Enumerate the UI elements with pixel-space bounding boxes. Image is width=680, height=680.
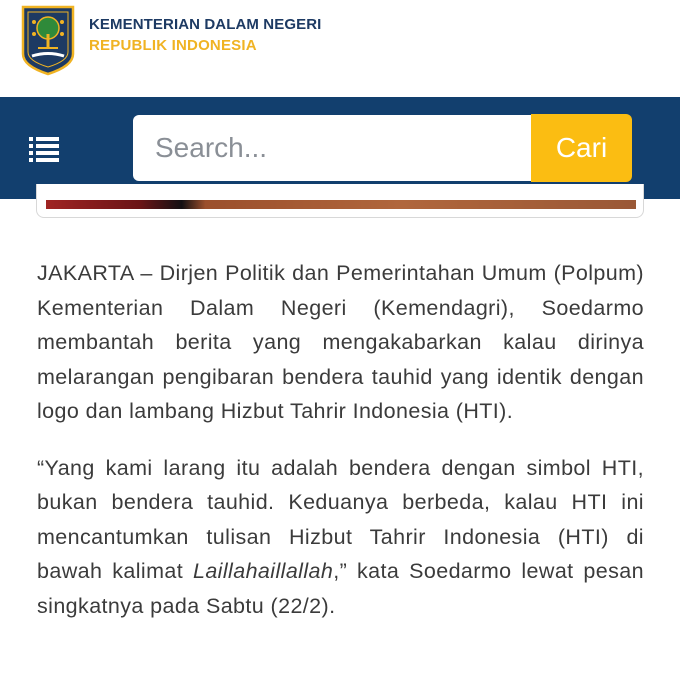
article-paragraph: JAKARTA – Dirjen Politik dan Pemerintahan Umum (Polpum) Kementerian Dalam Negeri (Kemendagri), Soedarmo membantah berita yang mengakabarkan kalau dirinya melarangan pengibaran bendera tauhid yang identik dengan logo dan lambang Hizbut Tahrir Indonesia (HTI).: [37, 261, 644, 423]
search-input[interactable]: [133, 115, 532, 181]
article-body: [37, 256, 644, 645]
article-image: [46, 200, 636, 209]
ministry-emblem-icon[interactable]: [20, 4, 76, 76]
article-paragraph: [37, 451, 644, 624]
hamburger-list-icon: [26, 134, 66, 164]
article-image-card: [36, 184, 644, 218]
article-text: ,” kata Soedarmo lewat pesan singkatnya pada Sabtu (22/2).: [37, 559, 644, 618]
country-name: REPUBLIK INDONESIA: [89, 37, 257, 54]
search-button[interactable]: Cari: [531, 114, 632, 182]
article-italic-text: Laillahaillallah: [192, 559, 334, 583]
site-header: [0, 0, 680, 97]
ministry-name: KEMENTERIAN DALAM NEGERI: [89, 16, 322, 33]
article-text: “Yang kami larang itu adalah bendera dengan simbol HTI, bukan bendera tauhid. Keduanya berbeda, kalau HTI ini mencantumkan tulisan Hizbut Tahrir Indonesia (HTI) di bawah kalimat: [37, 455, 644, 583]
menu-button[interactable]: [26, 134, 66, 164]
